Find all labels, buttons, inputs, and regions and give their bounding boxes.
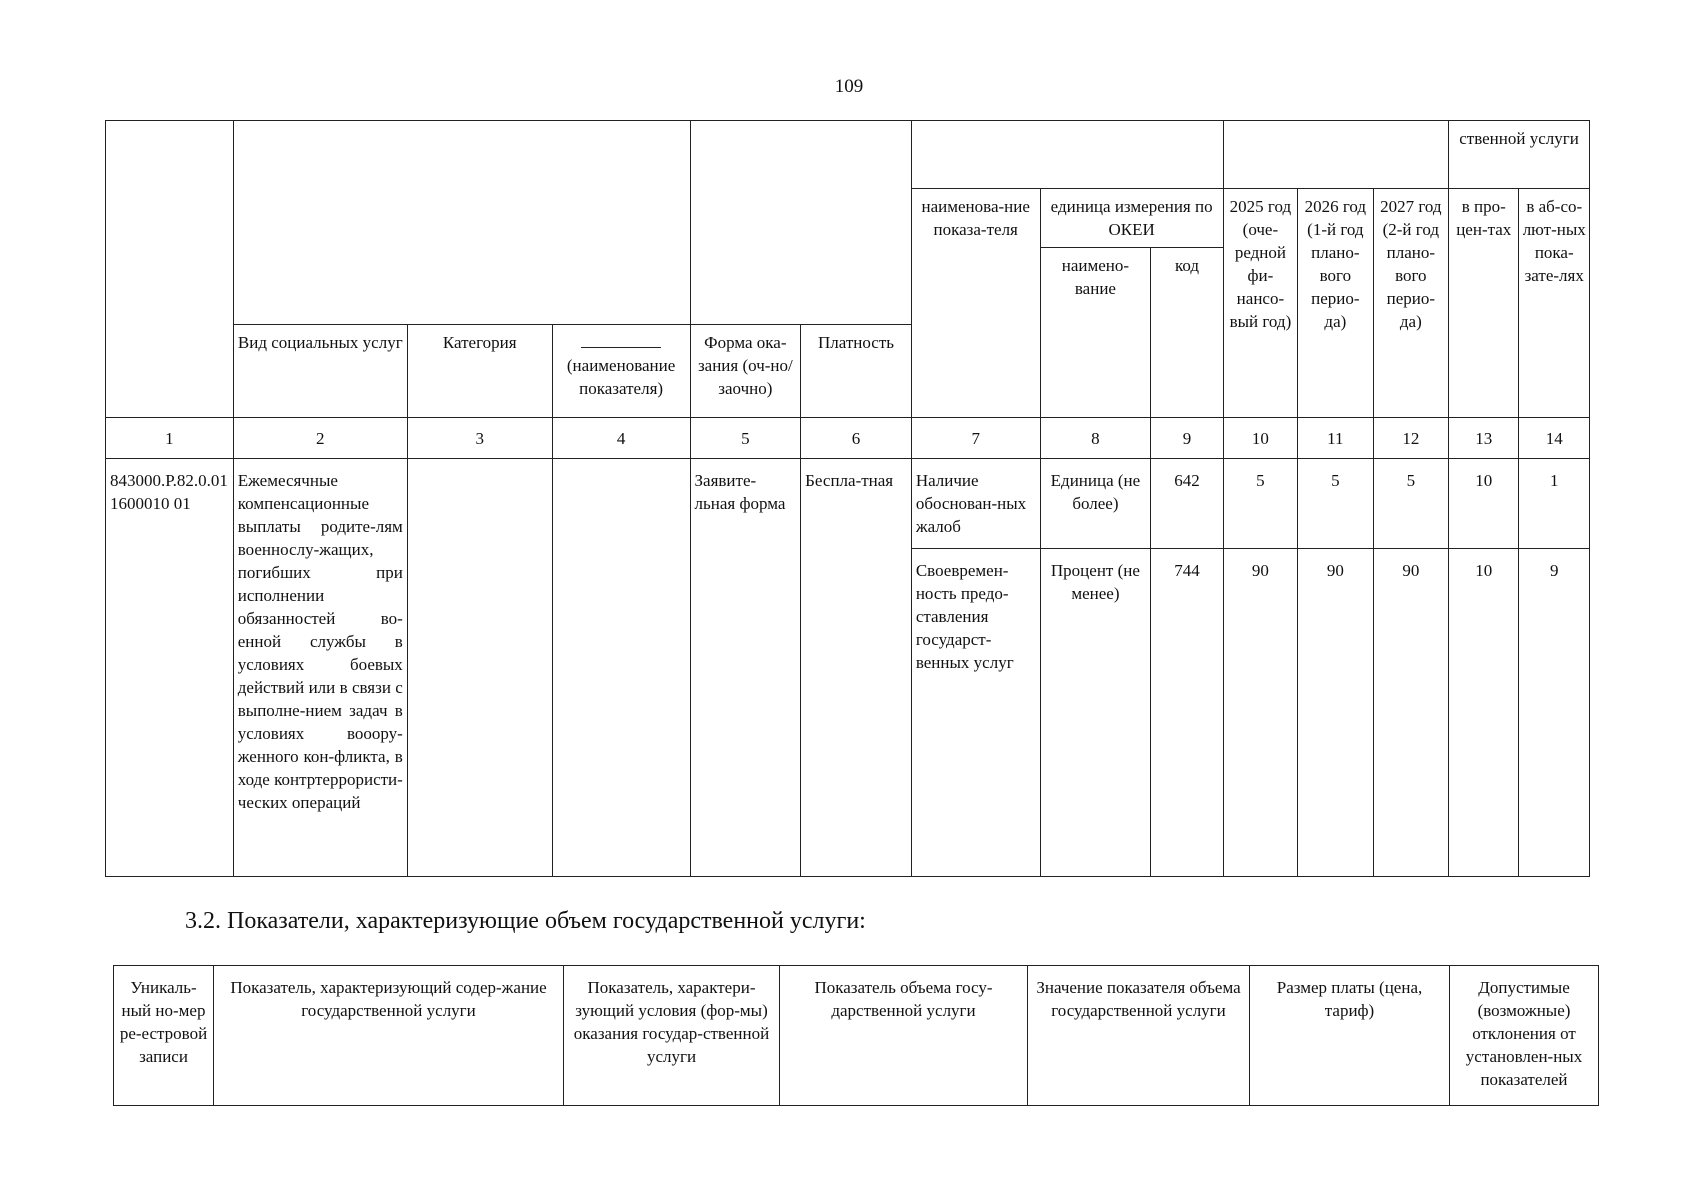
header-category: Категория [407,325,552,418]
col-number: 8 [1040,418,1151,459]
header-unit-okei: единица измерения по ОКЕИ [1040,189,1223,248]
header-registry-number: Уникаль-ный но-мер ре-естровой записи [114,966,214,1106]
col-number: 12 [1373,418,1448,459]
deviation-absolute: 9 [1519,549,1590,877]
header-unit-code: код [1151,248,1223,418]
header-year-2025: 2025 год (оче-редной фи-нансо-вый год) [1223,189,1297,418]
header-indicator-name: наименова-ние показа-теля [911,189,1040,418]
table-row [106,459,1590,549]
registry-number: 843000.Р.82.0.011600010 01 [106,459,234,877]
unit-code: 744 [1151,549,1223,877]
deviation-absolute: 1 [1519,459,1590,549]
blank-line [581,335,661,348]
header-unit-name: наимено-вание [1040,248,1151,418]
header-allowed-deviation: Допустимые (возможные) отклонения от установлен-ных показателей [1450,966,1599,1106]
quality-indicators-table [105,120,1590,877]
col-number: 3 [407,418,552,459]
header-payment: Платность [801,325,912,418]
col-number: 2 [233,418,407,459]
header-deviation: ственной услуги [1449,121,1590,189]
header-vid-uslug: Вид социальных услуг [233,325,407,418]
deviation-percent: 10 [1449,459,1519,549]
header-cell-registry [106,121,234,418]
page-number: 109 [834,76,864,97]
header-cell-values [1223,121,1448,189]
col-number: 10 [1223,418,1297,459]
indicator-name: Своевремен-ность предо-ставления государст-венных услуг [911,549,1040,877]
indicator-name: Наличие обоснован-ных жалоб [911,459,1040,549]
value-2026: 90 [1298,549,1373,877]
col-number: 6 [801,418,912,459]
col-number: 11 [1298,418,1373,459]
header-cell-content [233,121,690,325]
header-fee: Размер платы (цена, тариф) [1250,966,1450,1106]
header-conditions-indicator: Показатель, характери-зующий условия (фор-мы) оказания государ-ственной услуги [564,966,780,1106]
header-volume-value: Значение показателя объема государственной услуги [1028,966,1250,1106]
value-2027: 90 [1373,549,1448,877]
header-volume-indicator: Показатель объема госу-дарственной услуги [780,966,1028,1106]
col-number: 14 [1519,418,1590,459]
deviation-percent: 10 [1449,549,1519,877]
unit-name: Процент (не менее) [1040,549,1151,877]
unit-code: 642 [1151,459,1223,549]
header-absolute: в аб-со-лют-ных пока-зате-лях [1519,189,1590,418]
header-indicator-name-blank [552,325,690,418]
section-heading: 3.2. Показатели, характеризующие объем государственной услуги: [185,908,866,934]
header-form: Форма ока-зания (оч-но/заочно) [690,325,801,418]
header-content-indicator: Показатель, характеризующий содер-жание государственной услуги [214,966,564,1106]
col-number: 9 [1151,418,1223,459]
service-form: Заявите-льная форма [690,459,801,877]
value-2026: 5 [1298,459,1373,549]
service-type: Ежемесячные компенсационные выплаты родите-лям военнослу-жащих, погибших при исполнении обязанностей во-енной службы в условиях боевых действий или в связи с выполне-нием задач в условиях вооору-женного кон-фликта, в ходе контртеррористи-ческих операций [233,459,407,877]
service-payment: Бесплa-тная [801,459,912,877]
col-number: 1 [106,418,234,459]
col-number: 13 [1449,418,1519,459]
col-number: 7 [911,418,1040,459]
header-percent: в про-цен-тах [1449,189,1519,418]
value-2027: 5 [1373,459,1448,549]
category-cell [407,459,552,877]
header-cell-conditions [690,121,911,325]
header-cell-indicator [911,121,1223,189]
col-number: 4 [552,418,690,459]
value-2025: 5 [1223,459,1297,549]
header-year-2026: 2026 год (1-й год плано-вого перио-да) [1298,189,1373,418]
value-2025: 90 [1223,549,1297,877]
volume-indicators-table [113,965,1599,1106]
header-indicator-label: (наименование показателя) [566,356,676,398]
header-year-2027: 2027 год (2-й год плано-вого перио-да) [1373,189,1448,418]
col-number: 5 [690,418,801,459]
indicator-blank-cell [552,459,690,877]
unit-name: Единица (не более) [1040,459,1151,549]
